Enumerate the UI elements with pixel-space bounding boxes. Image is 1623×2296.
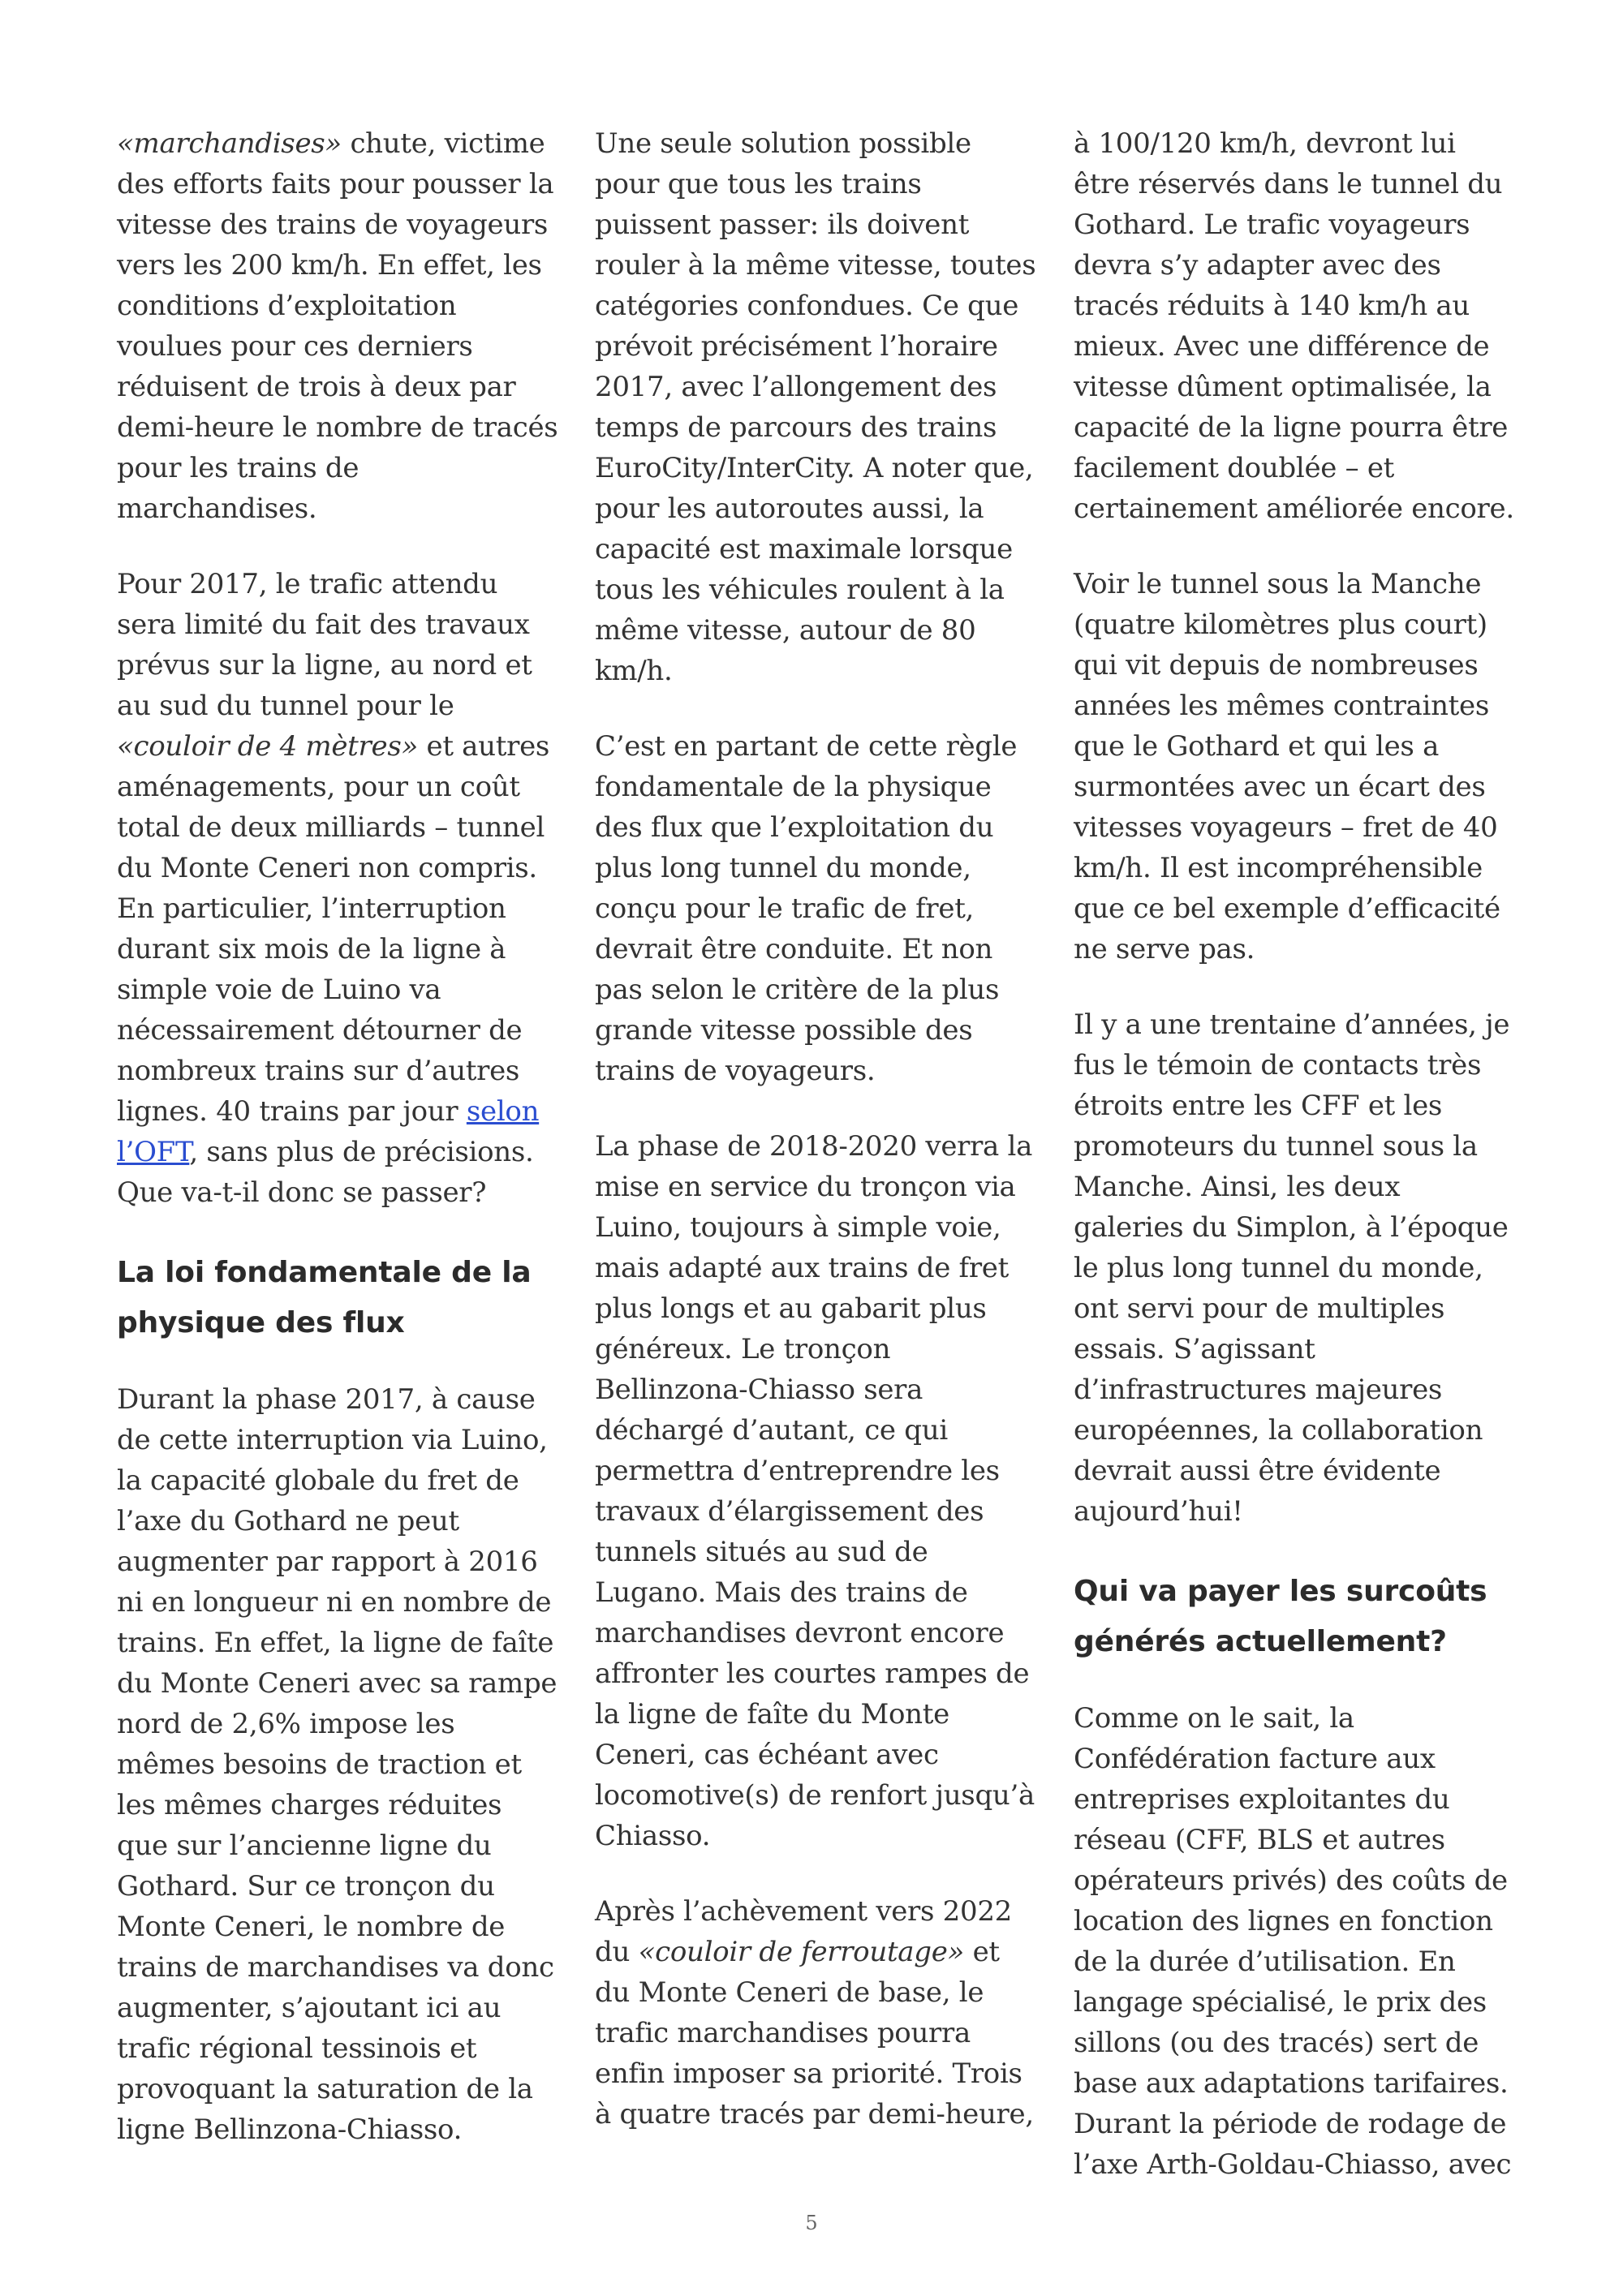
paragraph	[595, 1891, 1037, 2135]
paragraph: à 100/120 km/h, devront lui être réservés dans le tunnel du Gothard. Le trafic voyageurs devra s’y adapter avec des tracés réduits à 140 km/h au mieux. Avec une différence de vitesse dûment optimalisée, la capacité de la ligne pourra être facilement doublée – et certainement améliorée encore.	[1074, 127, 1514, 525]
paragraph-text: et du Monte Ceneri de base, le trafic marchandises pourra enfin imposer sa priorité. Trois à quatre tracés par demi-heure,	[595, 1936, 1034, 2130]
page-number: 5	[805, 2212, 818, 2234]
paragraph: Durant la phase 2017, à cause de cette interruption via Luino, la capacité globale du fret de l’axe du Gothard ne peut augmenter par rapport à 2016 ni en longueur ni en nombre de trains. En effet, la ligne de faîte du Monte Ceneri avec sa rampe nord de 2,6% impose les mêmes besoins de traction et les mêmes charges réduites que sur l’ancienne ligne du Gothard. Sur ce tronçon du Monte Ceneri, le nombre de trains de marchandises va donc augmenter, s’ajoutant ici au trafic régional tessinois et provoquant la saturation de la ligne Bellinzona-Chiasso.	[117, 1383, 558, 2146]
paragraph-text: et autres aménagements, pour un coût total de deux milliards – tunnel du Monte Ceneri non compris. En particulier, l’interruption durant six mois de la ligne à simple voie de Luino va nécessairement détourner de nombreux trains sur d’autres lignes. 40 trains par jour	[117, 730, 550, 1128]
paragraph: Comme on le sait, la Confédération facture aux entreprises exploitantes du réseau (CFF, BLS et autres opérateurs privés) des coûts de location des lignes en fonction de la durée d’utilisation. En langage spécialisé, le prix des sillons (ou des tracés) sert de base aux adaptations tarifaires. Durant la période de rodage de l’axe Arth-Goldau-Chiasso, avec	[1074, 1702, 1512, 2181]
paragraph: La phase de 2018-2020 verra la mise en service du tronçon via Luino, toujours à simple voie, mais adapté aux trains de fret plus longs et au gabarit plus généreux. Le tronçon Bellinzona-Chiasso sera déchargé d’autant, ce qui permettra d’entreprendre les travaux d’élargissement des tunnels situés au sud de Lugano. Mais des trains de marchandises devront encore affronter les courtes rampes de la ligne de faîte du Monte Ceneri, cas échéant avec locomotive(s) de renfort jusqu’à Chiasso.	[595, 1130, 1035, 1852]
paragraph: Il y a une trentaine d’années, je fus le témoin de contacts très étroits entre les CFF et les promoteurs du tunnel sous la Manche. Ainsi, les deux galeries du Simplon, à l’époque le plus long tunnel du monde, ont servi pour de multiples essais. S’agissant d’infrastructures majeures européennes, la collaboration devrait aussi être évidente aujourd’hui!	[1074, 1008, 1510, 1528]
paragraph-text: chute, victime des efforts faits pour pousser la vitesse des trains de voyageurs vers les 200 km/h. En effet, les conditions d’exploitation voulues pour ces derniers réduisent de trois à deux par demi-heure le nombre de tracés pour les trains de marchandises.	[117, 127, 558, 525]
oft-link[interactable]: selon l’OFT	[117, 1095, 540, 1168]
paragraph-text: , sans plus de précisions. Que va-t-il donc se passer?	[117, 1136, 534, 1209]
column-3	[1074, 123, 1516, 2185]
paragraph	[117, 123, 559, 529]
paragraph-text: Pour 2017, le trafic attendu sera limité du fait des travaux prévus sur la ligne, au nord et au sud du tunnel pour le	[117, 568, 532, 722]
paragraph-text: Après l’achèvement vers 2022 du	[595, 1895, 1012, 1968]
paragraph	[117, 564, 559, 1213]
section-heading: Qui va payer les surcoûts générés actuellement?	[1074, 1575, 1487, 1658]
column-2	[595, 123, 1037, 2135]
paragraph: C’est en partant de cette règle fondamentale de la physique des flux que l’exploitation du plus long tunnel du monde, conçu pour le trafic de fret, devrait être conduite. Et non pas selon le critère de la plus grande vitesse possible des trains de voyageurs.	[595, 730, 1018, 1087]
paragraph: Voir le tunnel sous la Manche (quatre kilomètres plus court) qui vit depuis de nombreuses années les mêmes contraintes que le Gothard et qui les a surmontées avec un écart des vitesses voyageurs – fret de 40 km/h. Il est incompréhensible que ce bel exemple d’efficacité ne serve pas.	[1074, 568, 1500, 965]
paragraph: Une seule solution possible pour que tous les trains puissent passer: ils doivent rouler à la même vitesse, toutes catégories confondues. Ce que prévoit précisément l’horaire 2017, avec l’allongement des temps de parcours des trains EuroCity/InterCity. A noter que, pour les autoroutes aussi, la capacité est maximale lorsque tous les véhicules roulent à la même vitesse, autour de 80 km/h.	[595, 127, 1036, 687]
section-heading: La loi fondamentale de la physique des flux	[117, 1256, 532, 1339]
emphasis: «couloir de ferroutage»	[638, 1936, 965, 1968]
column-1	[117, 123, 559, 2150]
emphasis: «marchandises»	[117, 127, 342, 160]
emphasis: «couloir de 4 mètres»	[117, 730, 418, 763]
